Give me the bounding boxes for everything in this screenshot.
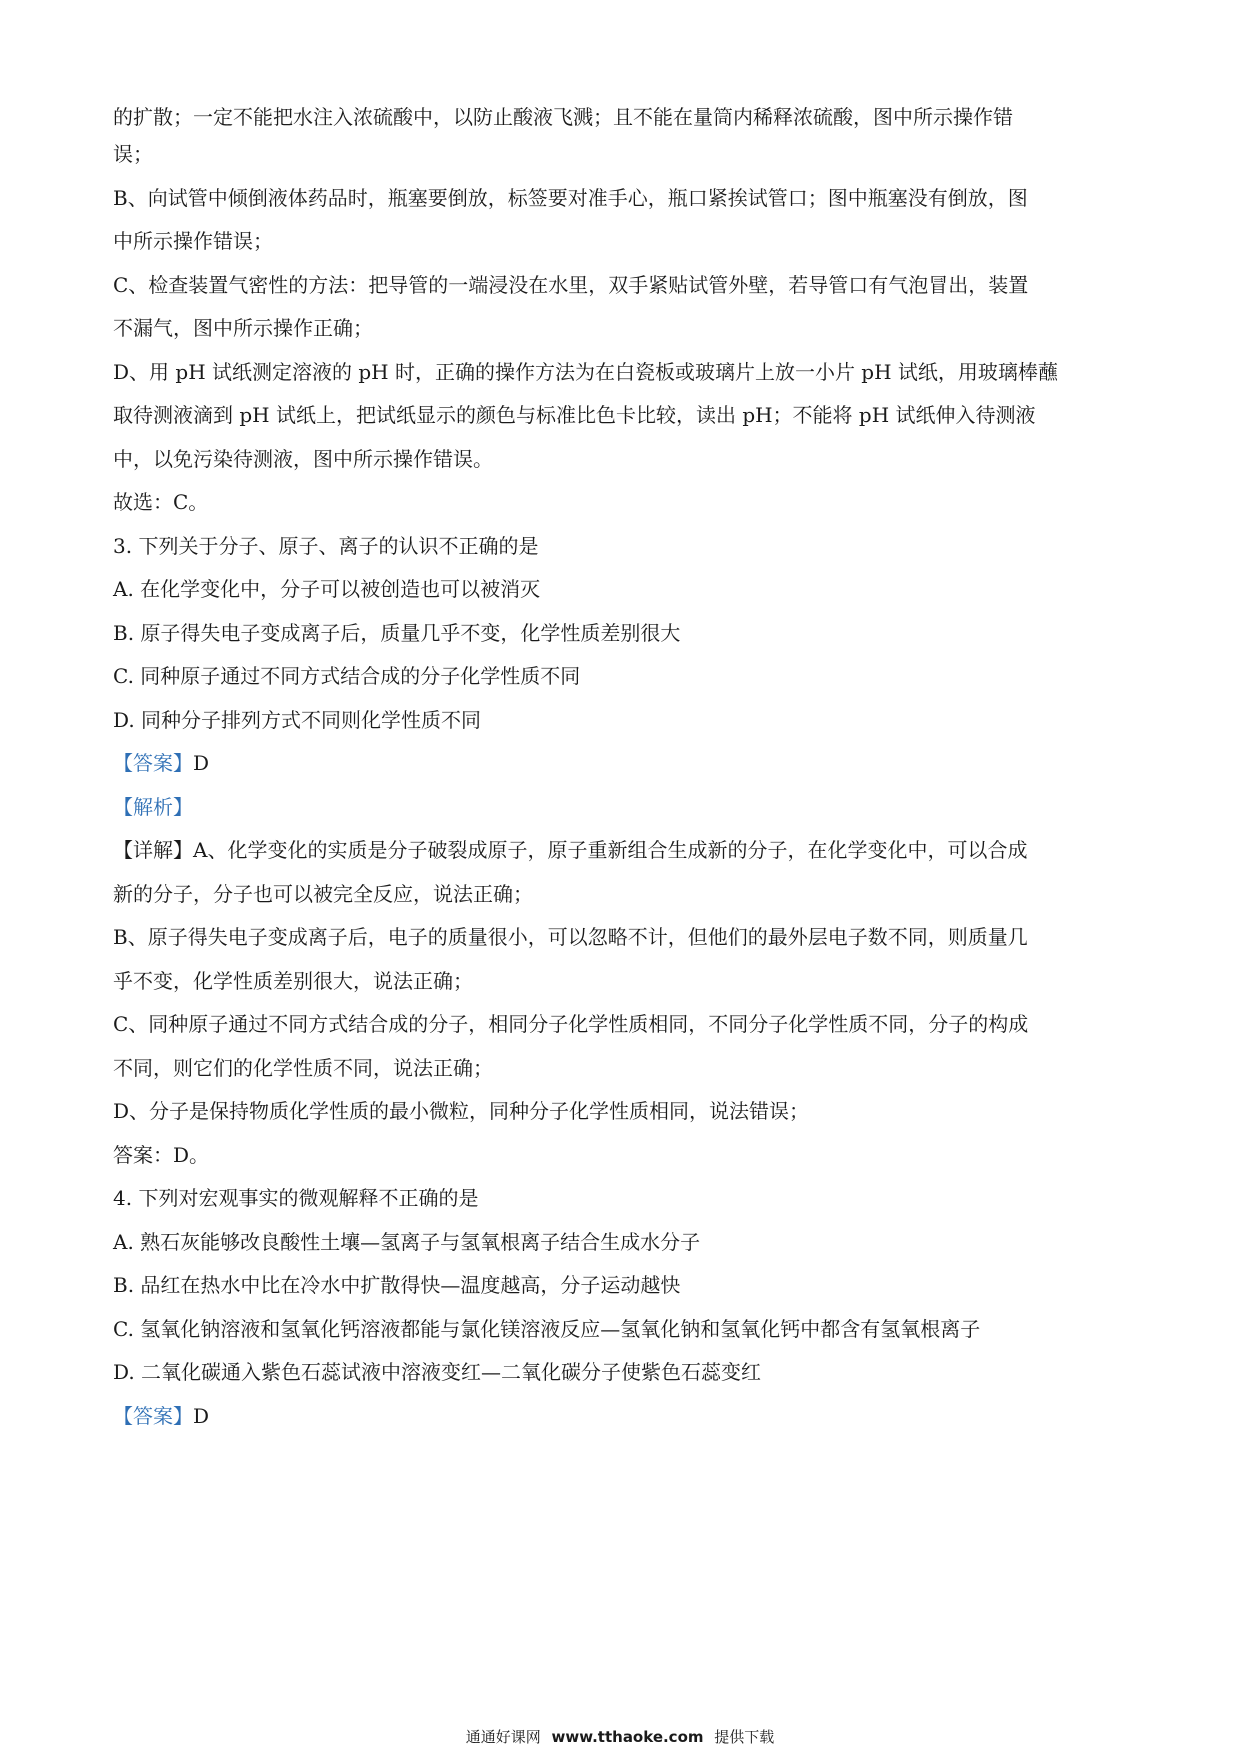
option-a: A. 在化学变化中，分子可以被创造也可以被消灭 [113, 577, 541, 601]
text-line: B、向试管中倾倒液体药品时，瓶塞要倒放，标签要对准手心，瓶口紧挨试管口；图中瓶塞没有倒放，图 [113, 186, 1028, 210]
text-line: C、检查装置气密性的方法：把导管的一端浸没在水里，双手紧贴试管外壁，若导管口有气泡冒出，装置 [113, 273, 1029, 297]
text-line: 答案：D。 [113, 1143, 210, 1167]
text-line: 不漏气，图中所示操作正确； [113, 316, 373, 340]
footer-site: 通通好课网 [465, 1728, 541, 1746]
text-line: 不同，则它们的化学性质不同，说法正确； [113, 1056, 493, 1080]
option-b: B. 原子得失电子变成离子后，质量几乎不变，化学性质差别很大 [113, 621, 681, 645]
option-d: D. 二氧化碳通入紫色石蕊试液中溶液变红—二氧化碳分子使紫色石蕊变红 [113, 1360, 762, 1384]
question-3: 3. 下列关于分子、原子、离子的认识不正确的是 [113, 534, 539, 558]
question-4: 4. 下列对宏观事实的微观解释不正确的是 [113, 1186, 479, 1210]
text-line: D、用 pH 试纸测定溶液的 pH 时，正确的操作方法为在白瓷板或玻璃片上放一小片 pH 试纸，用玻璃棒蘸 [113, 360, 1058, 384]
page-footer [0, 1727, 1240, 1747]
answer-line-4 [113, 1403, 209, 1429]
option-a: A. 熟石灰能够改良酸性土壤—氢离子与氢氧根离子结合生成水分子 [113, 1230, 701, 1254]
analysis-tag: 【解析】 [113, 795, 193, 819]
text-line: 故选：C。 [113, 490, 209, 514]
detail-text: A、化学变化的实质是分子破裂成原子，原子重新组合生成新的分子，在化学变化中，可以合成 [193, 838, 1028, 862]
option-c: C. 氢氧化钠溶液和氢氧化钙溶液都能与氯化镁溶液反应—氢氧化钠和氢氧化钙中都含有氢氧根离子 [113, 1317, 981, 1341]
footer-url[interactable]: www.tthaoke.com [551, 1728, 704, 1746]
text-line: D、分子是保持物质化学性质的最小微粒，同种分子化学性质相同，说法错误； [113, 1099, 810, 1123]
answer-tag: 【答案】 [113, 751, 193, 775]
text-line: B、原子得失电子变成离子后，电子的质量很小，可以忽略不计，但他们的最外层电子数不同，则质量几 [113, 925, 1028, 949]
analysis-line [113, 794, 193, 820]
text-line: 中所示操作错误； [113, 229, 273, 253]
answer-value: D [193, 1404, 210, 1428]
answer-line-3 [113, 750, 209, 776]
text-line: 乎不变，化学性质差别很大，说法正确； [113, 969, 473, 993]
option-b: B. 品红在热水中比在冷水中扩散得快—温度越高，分子运动越快 [113, 1273, 681, 1297]
text-line: 取待测液滴到 pH 试纸上，把试纸显示的颜色与标准比色卡比较，读出 pH；不能将 pH 试纸伸入待测液 [113, 403, 1036, 427]
answer-value: D [193, 751, 210, 775]
text-line: C、同种原子通过不同方式结合成的分子，相同分子化学性质相同，不同分子化学性质不同，分子的构成 [113, 1012, 1029, 1036]
text-line: 误； [113, 142, 153, 166]
text-line: 中，以免污染待测液，图中所示操作错误。 [113, 447, 493, 471]
option-c: C. 同种原子通过不同方式结合成的分子化学性质不同 [113, 664, 581, 688]
text-line: 的扩散；一定不能把水注入浓硫酸中，以防止酸液飞溅；且不能在量筒内稀释浓硫酸，图中所示操作错 [113, 105, 1013, 129]
option-d: D. 同种分子排列方式不同则化学性质不同 [113, 708, 482, 732]
detail-tag: 【详解】 [113, 838, 193, 862]
text-line: 新的分子，分子也可以被完全反应，说法正确； [113, 882, 533, 906]
answer-tag: 【答案】 [113, 1404, 193, 1428]
detail-line [113, 837, 1027, 863]
footer-suffix: 提供下载 [714, 1728, 775, 1746]
